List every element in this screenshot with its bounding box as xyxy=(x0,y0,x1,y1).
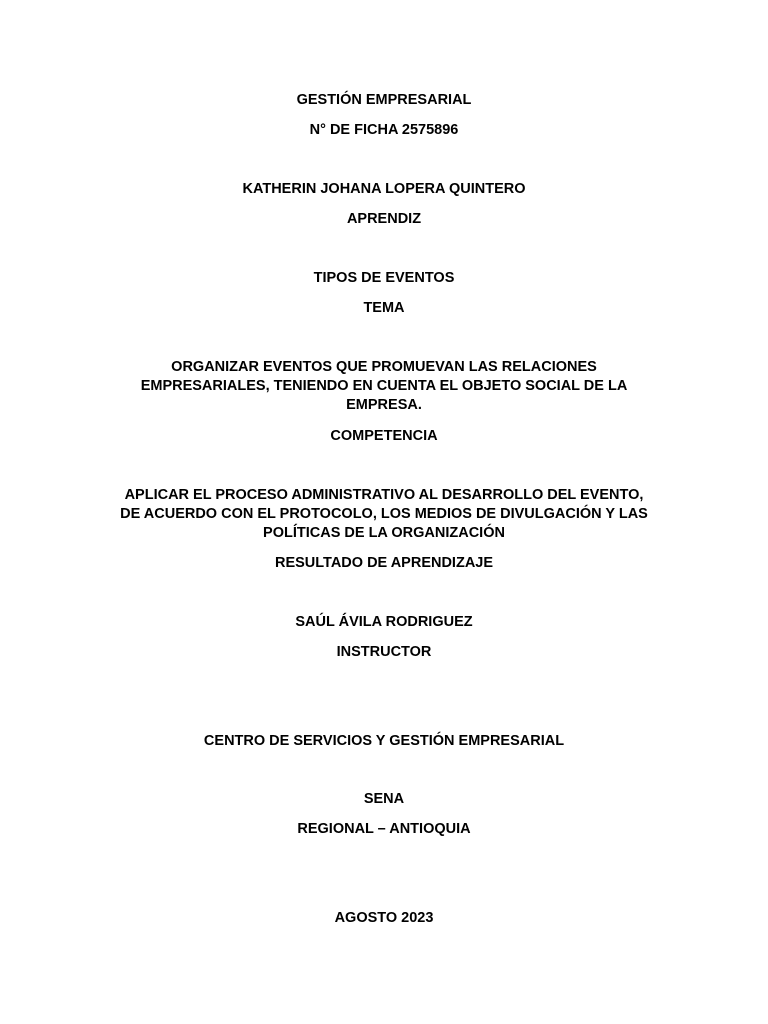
competence-line-3: EMPRESA. xyxy=(346,397,422,413)
competence-label: COMPETENCIA xyxy=(330,428,438,444)
outcome-label: RESULTADO DE APRENDIZAJE xyxy=(274,555,494,571)
topic-label: TEMA xyxy=(363,300,405,316)
outcome-line-1: APLICAR EL PROCESO ADMINISTRATIVO AL DESARROLLO DEL EVENTO, xyxy=(124,487,644,503)
training-center: CENTRO DE SERVICIOS Y GESTIÓN EMPRESARIAL xyxy=(203,733,565,749)
instructor-name: SAÚL ÁVILA RODRIGUEZ xyxy=(295,614,473,630)
program-title: GESTIÓN EMPRESARIAL xyxy=(296,92,472,108)
outcome-line-3: POLÍTICAS DE LA ORGANIZACIÓN xyxy=(263,525,505,541)
competence-line-2: EMPRESARIALES, TENIENDO EN CUENTA EL OBJETO SOCIAL DE LA xyxy=(140,378,628,394)
instructor-label: INSTRUCTOR xyxy=(336,644,432,660)
ficha-number: N° DE FICHA 2575896 xyxy=(309,122,459,138)
outcome-line-2: DE ACUERDO CON EL PROTOCOLO, LOS MEDIOS DE DIVULGACIÓN Y LAS xyxy=(120,506,648,522)
institution-name: SENA xyxy=(363,791,405,807)
document-date: AGOSTO 2023 xyxy=(334,910,434,926)
regional-name: REGIONAL – ANTIOQUIA xyxy=(297,821,471,837)
topic-title: TIPOS DE EVENTOS xyxy=(313,270,455,286)
competence-line-1: ORGANIZAR EVENTOS QUE PROMUEVAN LAS RELACIONES xyxy=(171,359,597,375)
student-name: KATHERIN JOHANA LOPERA QUINTERO xyxy=(242,181,526,197)
student-role: APRENDIZ xyxy=(346,211,422,227)
